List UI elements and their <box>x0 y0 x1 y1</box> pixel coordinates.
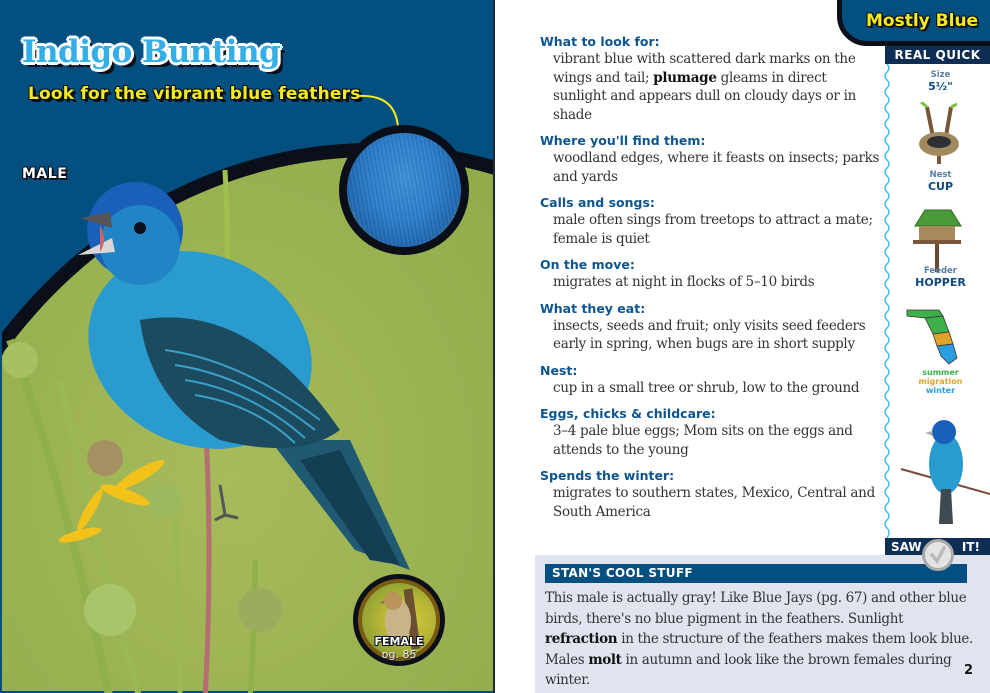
legend-summer: summer <box>922 368 959 377</box>
size-value: 5½" <box>928 80 953 93</box>
feeder-label: Feeder <box>923 266 958 276</box>
fact-heading: What they eat: <box>540 300 646 316</box>
fact-spends-winter <box>540 468 880 521</box>
female-page-ref: pg. 85 <box>381 648 417 661</box>
size-info <box>891 70 990 93</box>
glossary-term-molt: molt <box>588 651 622 668</box>
feeder-value: HOPPER <box>915 276 966 289</box>
it-label: IT! <box>961 540 980 554</box>
species-title: Indigo Bunting <box>22 34 281 70</box>
fact-heading: Spends the winter: <box>540 468 675 483</box>
fact-body: 3–4 pale blue eggs; Mom sits on the eggs and attends to the young <box>553 423 853 458</box>
fact-body: insects, seeds and fruit; only visits seed feeders early in spring, when bugs are in short supply <box>553 317 866 352</box>
fact-calls-and-songs <box>540 195 880 248</box>
nest-label: Nest <box>929 170 952 180</box>
fact-heading: Calls and songs: <box>540 195 655 210</box>
fact-body: male often sings from treetops to attract a mate; female is quiet <box>553 212 873 247</box>
cool-stuff-header: STAN'S COOL STUFF <box>545 564 967 583</box>
fact-body: cup in a small tree or shrub, low to the ground <box>553 379 860 396</box>
size-label: Size <box>930 70 951 80</box>
female-label: FEMALE <box>374 635 424 648</box>
fact-body: woodland edges, where it feasts on insects; parks and yards <box>553 150 880 185</box>
wavy-divider <box>883 64 891 538</box>
fact-where-to-find <box>540 133 880 186</box>
page-number: 2 <box>963 663 973 678</box>
fact-eggs-chicks <box>540 406 880 459</box>
fact-heading: Nest: <box>540 362 578 378</box>
fact-heading: Eggs, chicks & childcare: <box>540 406 716 421</box>
male-label: MALE <box>22 166 68 182</box>
feeder-info <box>891 266 990 289</box>
fact-nest <box>540 363 880 398</box>
facts-list <box>540 34 880 530</box>
legend-winter: winter <box>925 386 956 395</box>
real-quick-header: REAL QUICK <box>885 46 990 64</box>
fact-heading: On the move: <box>540 257 635 272</box>
hopper-feeder-icon <box>907 208 967 273</box>
fact-what-they-eat <box>540 301 880 354</box>
fact-what-to-look-for <box>540 34 880 124</box>
real-quick-sidebar <box>891 64 990 538</box>
cool-stuff-text: This male is actually gray! Like Blue Jays (pg. 67) and other blue birds, there's no blue pigment in the feathers. Sunlight refraction in the structure of the feathers makes them look blue. Males molt in autumn and look like the brown females during winter. <box>545 590 973 688</box>
checkmark-icon <box>928 545 948 565</box>
right-page <box>495 0 990 693</box>
glossary-term-refraction: refraction <box>545 631 618 647</box>
glossary-term-plumage: plumage <box>653 69 717 86</box>
cool-stuff-box <box>535 555 990 693</box>
nest-info <box>891 170 990 193</box>
range-map-legend <box>891 368 990 395</box>
fact-heading: Where you'll find them: <box>540 133 706 148</box>
perched-bird-icon <box>891 414 990 534</box>
saw-it-checkbox[interactable] <box>922 539 954 571</box>
fact-on-the-move <box>540 257 880 292</box>
fact-body: vibrant blue with scattered dark marks on the wings and tail; plumage gleams in direct sunlight and appears dull on cloudy days or in shade <box>553 51 856 123</box>
fact-body: migrates at night in flocks of 5–10 birds <box>553 274 815 290</box>
florida-range-map-icon <box>905 306 965 366</box>
feather-closeup-inset <box>339 125 469 255</box>
saw-label: SAW <box>891 540 922 554</box>
female-inset-link[interactable] <box>353 574 445 666</box>
fact-heading: What to look for: <box>540 34 660 49</box>
legend-migration: migration <box>918 377 963 386</box>
nest-value: CUP <box>927 180 954 193</box>
tip-subtitle: Look for the vibrant blue feathers <box>28 84 361 104</box>
category-tab-label: Mostly Blue <box>866 11 979 31</box>
fact-body: migrates to southern states, Mexico, Central and South America <box>553 485 875 520</box>
cup-nest-icon <box>909 102 969 172</box>
